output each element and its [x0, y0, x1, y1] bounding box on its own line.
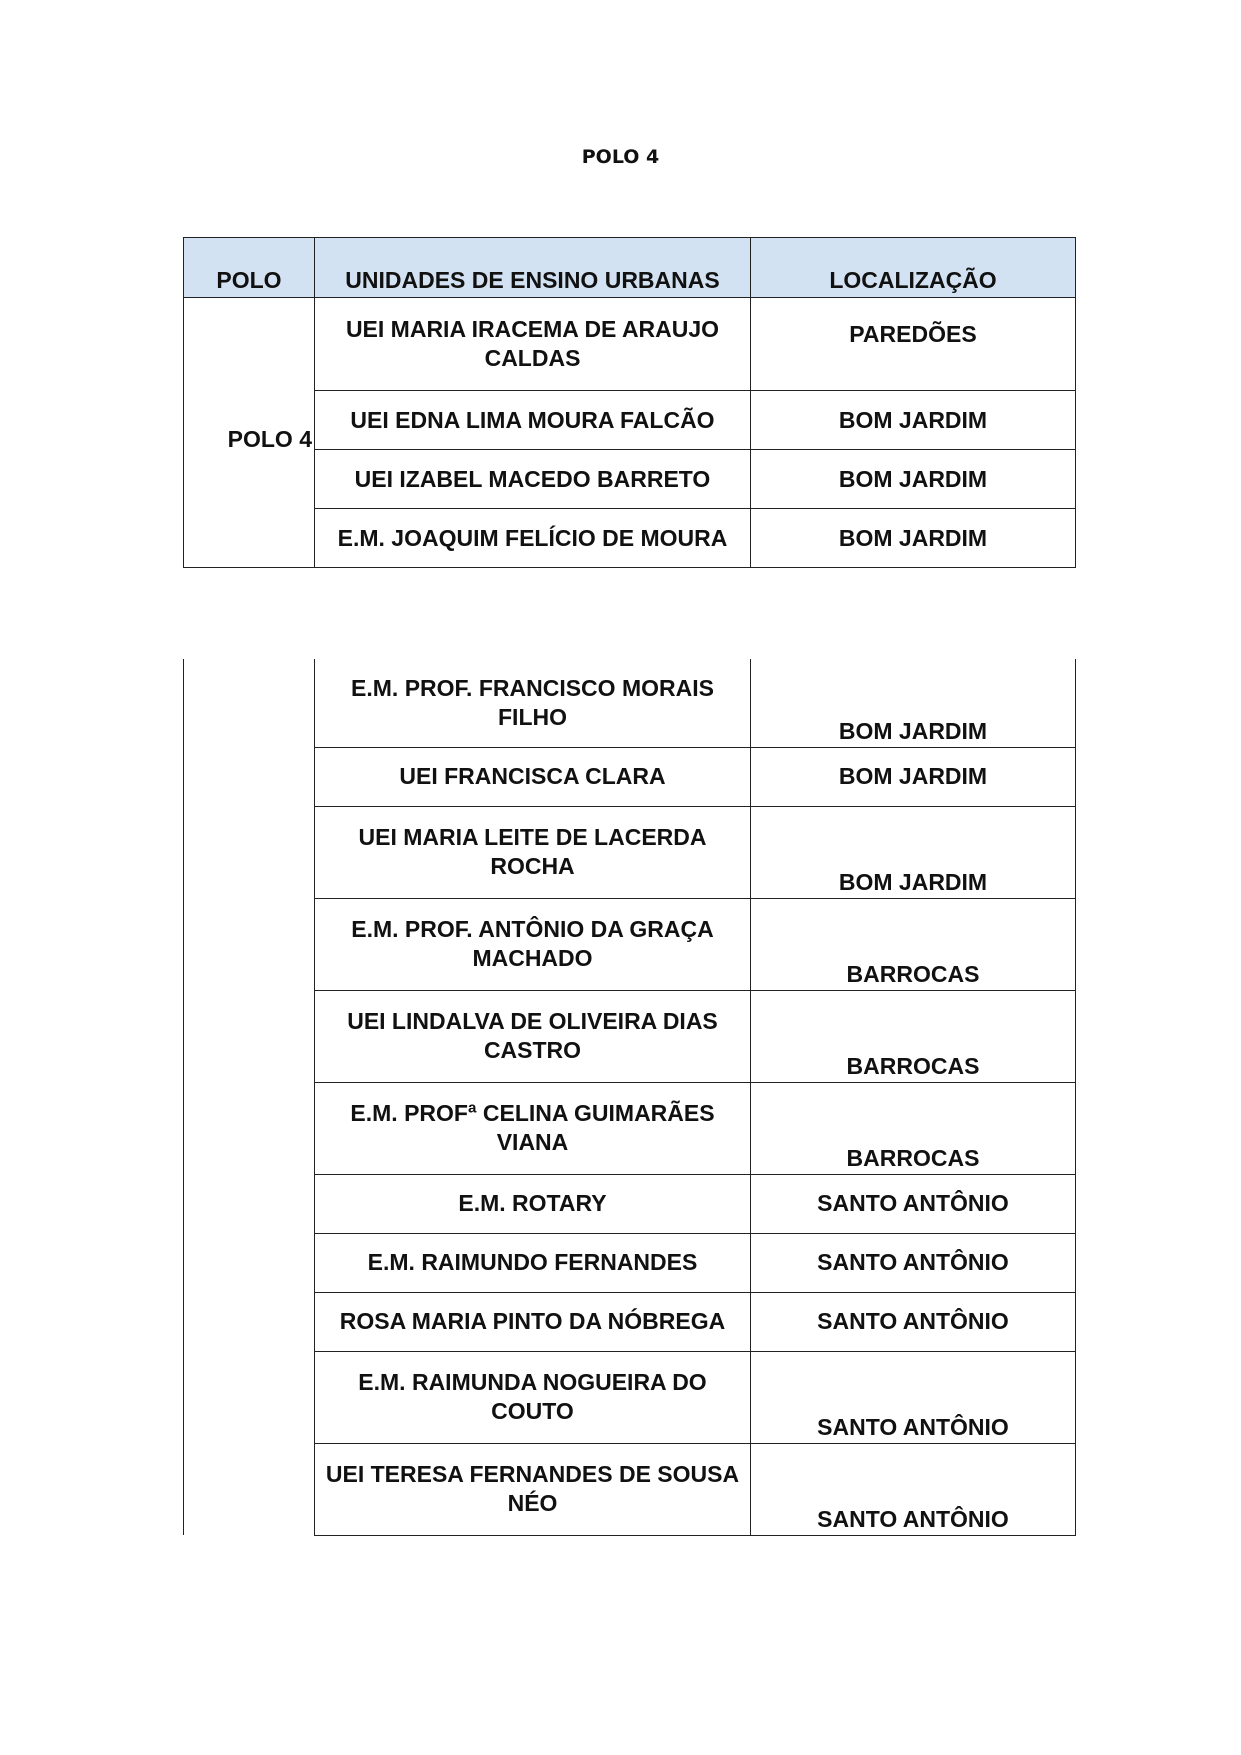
- location-cell: BOM JARDIM: [751, 806, 1076, 898]
- unit-cell: UEI FRANCISCA CLARA: [315, 747, 751, 806]
- unit-cell: ROSA MARIA PINTO DA NÓBREGA: [315, 1292, 751, 1351]
- table-row: [184, 1174, 1076, 1233]
- table-row: [184, 298, 1076, 391]
- unit-cell: UEI TERESA FERNANDES DE SOUSA NÉO: [315, 1443, 751, 1535]
- unit-cell: E.M. PROFª CELINA GUIMARÃES VIANA: [315, 1082, 751, 1174]
- location-cell: BARROCAS: [751, 1082, 1076, 1174]
- location-cell: SANTO ANTÔNIO: [751, 1174, 1076, 1233]
- table-row: [184, 990, 1076, 1082]
- unit-cell: UEI MARIA IRACEMA DE ARAUJO CALDAS: [315, 298, 751, 391]
- table-row: [184, 1351, 1076, 1443]
- unit-cell: E.M. ROTARY: [315, 1174, 751, 1233]
- table-row: [184, 898, 1076, 990]
- polo-cell-empty: [184, 659, 315, 1535]
- location-cell: BOM JARDIM: [751, 509, 1076, 568]
- table-row: [184, 1233, 1076, 1292]
- location-cell: SANTO ANTÔNIO: [751, 1292, 1076, 1351]
- header-units: UNIDADES DE ENSINO URBANAS: [315, 238, 751, 298]
- unit-cell: UEI LINDALVA DE OLIVEIRA DIAS CASTRO: [315, 990, 751, 1082]
- unit-cell: UEI EDNA LIMA MOURA FALCÃO: [315, 391, 751, 450]
- table-row: [184, 391, 1076, 450]
- polo-cell: POLO 4: [184, 298, 315, 568]
- table-row: [184, 659, 1076, 747]
- unit-cell: E.M. PROF. FRANCISCO MORAIS FILHO: [315, 659, 751, 747]
- table-row: [184, 806, 1076, 898]
- table-row: [184, 747, 1076, 806]
- header-location: LOCALIZAÇÃO: [751, 238, 1076, 298]
- table-row: [184, 1443, 1076, 1535]
- table-row: [184, 509, 1076, 568]
- unit-cell: UEI IZABEL MACEDO BARRETO: [315, 450, 751, 509]
- unit-cell: E.M. PROF. ANTÔNIO DA GRAÇA MACHADO: [315, 898, 751, 990]
- location-cell: BOM JARDIM: [751, 747, 1076, 806]
- location-cell: BARROCAS: [751, 990, 1076, 1082]
- location-cell: BARROCAS: [751, 898, 1076, 990]
- unit-cell: E.M. RAIMUNDO FERNANDES: [315, 1233, 751, 1292]
- unit-cell: E.M. JOAQUIM FELÍCIO DE MOURA: [315, 509, 751, 568]
- unit-cell: UEI MARIA LEITE DE LACERDA ROCHA: [315, 806, 751, 898]
- location-cell: PAREDÕES: [751, 298, 1076, 391]
- table-row: [184, 1082, 1076, 1174]
- location-cell: BOM JARDIM: [751, 450, 1076, 509]
- table-header-row: [184, 238, 1076, 298]
- location-cell: BOM JARDIM: [751, 391, 1076, 450]
- table-row: [184, 1292, 1076, 1351]
- location-cell: BOM JARDIM: [751, 659, 1076, 747]
- schools-table-part-2: [183, 659, 1076, 1536]
- page-title: POLO 4: [581, 146, 660, 168]
- schools-table-part-1: [183, 237, 1076, 568]
- location-cell: SANTO ANTÔNIO: [751, 1443, 1076, 1535]
- table-row: [184, 450, 1076, 509]
- location-cell: SANTO ANTÔNIO: [751, 1351, 1076, 1443]
- header-polo: POLO: [184, 238, 315, 298]
- location-cell: SANTO ANTÔNIO: [751, 1233, 1076, 1292]
- unit-cell: E.M. RAIMUNDA NOGUEIRA DO COUTO: [315, 1351, 751, 1443]
